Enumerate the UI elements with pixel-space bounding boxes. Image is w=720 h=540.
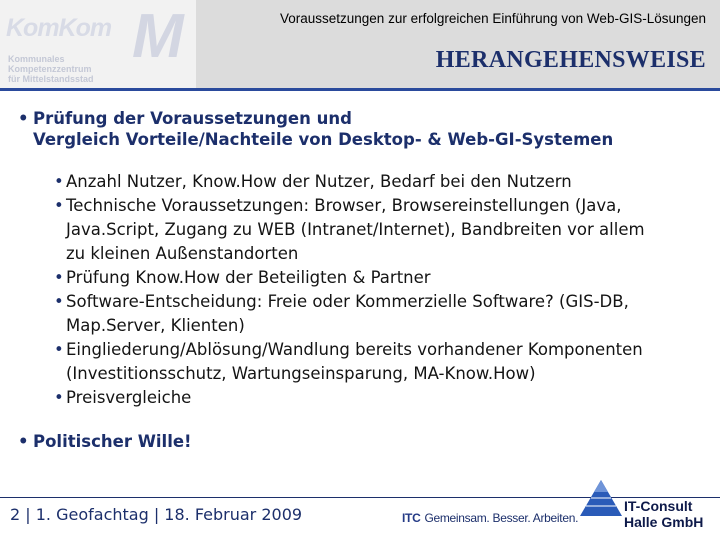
bullet-icon: • [54, 196, 64, 215]
itc-brand: ITC [402, 511, 421, 525]
bullet-icon: • [54, 388, 64, 407]
sub-bullet-text: (Investitionsschutz, Wartungseinsparung, MA-Know.How) [66, 364, 536, 383]
consult-line: IT-Consult [624, 498, 693, 514]
sub-bullet-item [54, 266, 708, 290]
komkom-logo-letter: M [132, 2, 184, 71]
sub-bullet-text: Java.Script, Zugang zu WEB (Intranet/Internet), Bandbreiten vor allem [66, 220, 645, 239]
bullet-item-voraussetzungen [18, 108, 708, 150]
consult-line: Halle GmbH [624, 514, 704, 530]
footer-page-info: 2 | 1. Geofachtag | 18. Februar 2009 [10, 505, 303, 524]
komkom-logo-subtitle: Kommunales Kompetenzzentrum für Mittelstandsstad [8, 54, 94, 84]
sub-bullet-text: Technische Voraussetzungen: Browser, Browsereinstellungen (Java, [66, 196, 622, 215]
it-consult-logo-text [624, 498, 703, 530]
bullet-icon: • [54, 292, 64, 311]
sub-bullet-text: Eingliederung/Ablösung/Wandlung bereits vorhandener Komponenten [66, 340, 643, 359]
sub-bullet-text: Prüfung Know.How der Beteiligten & Partner [66, 268, 431, 287]
bullet-icon: • [54, 268, 64, 287]
sub-bullet-text: Preisvergleiche [66, 388, 192, 407]
header-subtitle: Voraussetzungen zur erfolgreichen Einführung von Web-GIS-Lösungen [279, 11, 706, 26]
sub-bullet-text: Map.Server, Klienten) [66, 316, 245, 335]
sub-bullet-text: Software-Entscheidung: Freie oder Kommerzielle Software? (GIS-DB, [66, 292, 629, 311]
sub-bullet-item [54, 290, 708, 338]
sub-bullet-list [54, 170, 708, 410]
sub-bullet-text: Anzahl Nutzer, Know.How der Nutzer, Bedarf bei den Nutzern [66, 172, 572, 191]
bullet-icon: • [18, 109, 29, 128]
bullet-icon: • [18, 432, 29, 451]
bullet-icon: • [54, 340, 64, 359]
sub-bullet-item [54, 194, 708, 266]
bullet-text-line: Prüfung der Voraussetzungen und [33, 109, 352, 128]
bullet-icon: • [54, 172, 64, 191]
it-consult-triangle-icon [578, 478, 624, 526]
sub-bullet-item [54, 170, 708, 194]
bullet-item-politischer-wille [18, 431, 708, 452]
sub-bullet-item [54, 386, 708, 410]
page-title: HERANGEHENSWEISE [435, 47, 706, 73]
header-divider [0, 88, 720, 91]
sub-bullet-text: zu kleinen Außenstandorten [66, 244, 299, 263]
itc-slogan-logo [402, 511, 578, 525]
bullet-text-line: Politischer Wille! [33, 432, 192, 451]
bullet-text-line: Vergleich Vorteile/Nachteile von Desktop- & Web-GI-Systemen [33, 130, 614, 149]
itc-slogan: Gemeinsam. Besser. Arbeiten. [424, 511, 579, 525]
sub-bullet-item [54, 338, 708, 386]
komkom-logo-word: KomKom [6, 14, 112, 42]
logo-area [0, 0, 196, 88]
slide-content [18, 108, 708, 452]
